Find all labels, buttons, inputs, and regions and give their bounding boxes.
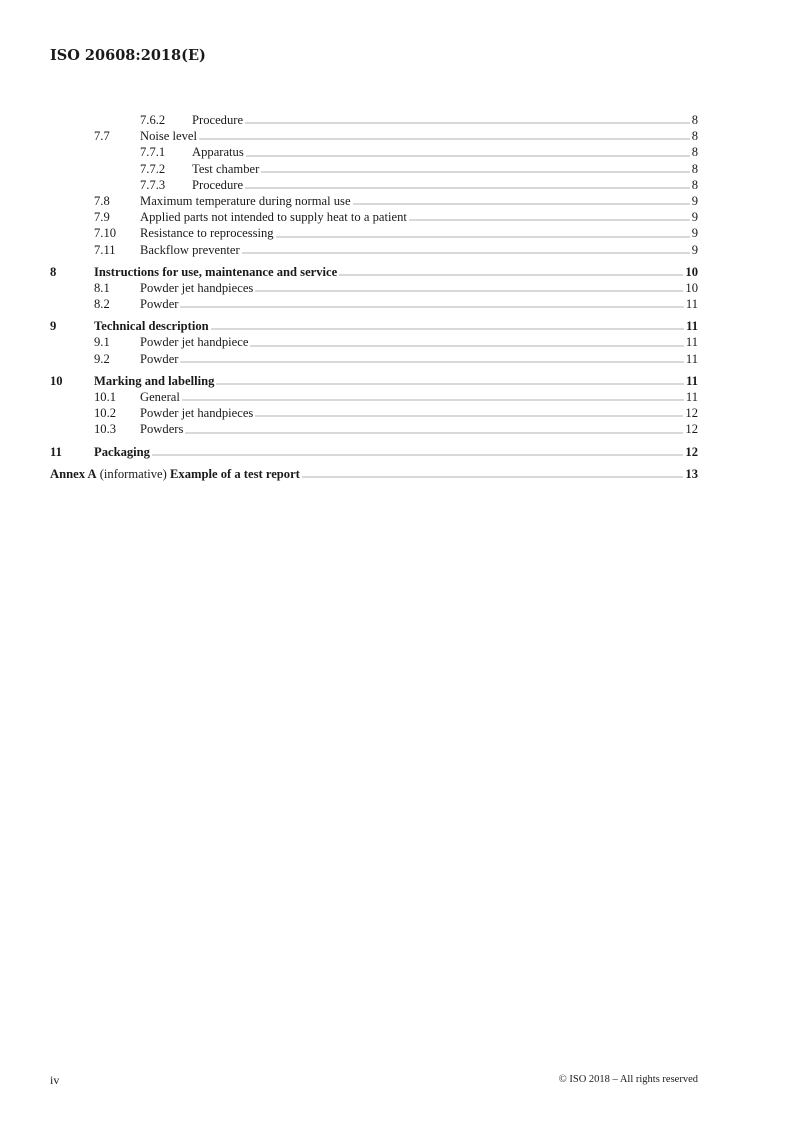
toc-entry[interactable] [50, 405, 698, 421]
toc-entry-number: 8.1 [94, 280, 110, 295]
toc-entry-title: Apparatus [192, 145, 244, 160]
toc-entry-page: 11 [685, 351, 698, 366]
toc-entry[interactable] [50, 161, 698, 177]
dot-leader [180, 361, 683, 363]
toc-entry-title: Backflow preventer [140, 242, 240, 257]
dot-leader [409, 219, 690, 221]
toc-entry-title: Noise level [140, 129, 198, 144]
toc-clause-page: 10 [685, 264, 698, 279]
toc-entry[interactable] [50, 242, 698, 258]
toc-annex-heading [50, 466, 300, 482]
toc-entry-title: Powder [140, 351, 179, 366]
dot-leader [211, 328, 684, 330]
table-of-contents [50, 112, 698, 482]
toc-entry-page: 8 [691, 113, 698, 127]
toc-entry-number: 7.7 [94, 129, 110, 144]
toc-entry-number: 7.8 [94, 193, 110, 208]
toc-entry-page: 11 [685, 390, 698, 404]
toc-entry-title: General [140, 390, 180, 404]
dot-leader [246, 155, 690, 157]
toc-entry[interactable] [50, 112, 698, 128]
toc-entry-number: 9.1 [94, 335, 110, 350]
toc-entry[interactable] [50, 351, 698, 367]
dot-leader [250, 345, 683, 347]
document-id: ISO 20608:2018(E) [50, 47, 206, 64]
toc-clause[interactable] [50, 318, 698, 334]
annex-label: Annex A [50, 466, 97, 481]
toc-entry-page: 12 [685, 422, 698, 437]
toc-clause-page: 11 [686, 319, 698, 334]
toc-entry[interactable] [50, 209, 698, 225]
dot-leader [242, 252, 690, 254]
toc-entry[interactable] [50, 225, 698, 241]
toc-clause[interactable] [50, 373, 698, 389]
toc-entry[interactable] [50, 177, 698, 193]
toc-entry[interactable] [50, 296, 698, 312]
toc-clause-title: Technical description [94, 319, 209, 334]
toc-clause-page: 11 [686, 373, 698, 388]
annex-title: Example of a test report [170, 466, 300, 481]
dot-leader [302, 476, 684, 478]
toc-entry-page: 8 [691, 177, 698, 192]
toc-entry[interactable] [50, 144, 698, 160]
toc-entry[interactable] [50, 280, 698, 296]
toc-entry-number: 9.2 [94, 351, 110, 366]
toc-clause-number: 9 [50, 319, 57, 334]
toc-entry[interactable] [50, 421, 698, 437]
toc-entry[interactable] [50, 193, 698, 209]
toc-entry-number: 7.6.2 [140, 113, 166, 127]
dot-leader [199, 138, 690, 140]
toc-entry-page: 12 [685, 406, 698, 421]
toc-entry-number: 7.7.3 [140, 177, 166, 192]
dot-leader [276, 236, 690, 238]
dot-leader [353, 203, 690, 205]
dot-leader [261, 171, 689, 173]
toc-entry-number: 7.11 [94, 242, 116, 257]
toc-entry-title: Powder jet handpieces [140, 406, 254, 421]
dot-leader [182, 399, 684, 401]
toc-clause[interactable] [50, 444, 698, 460]
annex-type: (informative) [99, 466, 167, 481]
toc-entry-title: Test chamber [192, 161, 260, 176]
toc-clause-number: 11 [50, 444, 62, 459]
dot-leader [255, 290, 683, 292]
toc-clause-number: 10 [50, 373, 63, 388]
page-number: iv [50, 1073, 60, 1087]
toc-entry-number: 10.1 [94, 390, 117, 404]
dot-leader [152, 454, 683, 456]
dot-leader [339, 274, 683, 276]
toc-entry-number: 7.7.1 [140, 145, 166, 160]
toc-entry-title: Applied parts not intended to supply heat to a patient [140, 210, 407, 225]
toc-entry-page: 9 [691, 242, 698, 257]
dot-leader [255, 415, 683, 417]
dot-leader [245, 122, 690, 124]
toc-entry-page: 11 [685, 297, 698, 312]
toc-entry-title: Powder jet handpieces [140, 280, 254, 295]
dot-leader [245, 187, 690, 189]
toc-clause[interactable] [50, 264, 698, 280]
dot-leader [185, 432, 683, 434]
toc-entry-number: 10.3 [94, 422, 117, 437]
toc-clause-title: Instructions for use, maintenance and service [94, 264, 338, 279]
toc-annex[interactable] [50, 466, 698, 482]
toc-entry-page: 10 [685, 280, 698, 295]
toc-clause-page: 12 [685, 444, 698, 459]
toc-annex-page: 13 [685, 466, 698, 481]
toc-entry-number: 10.2 [94, 406, 117, 421]
toc-clause-number: 8 [50, 264, 57, 279]
toc-entry-page: 8 [691, 129, 698, 144]
toc-entry-page: 8 [691, 145, 698, 160]
toc-clause-title: Packaging [94, 444, 150, 459]
toc-entry[interactable] [50, 128, 698, 144]
toc-entry-title: Powders [140, 422, 184, 437]
toc-entry-page: 9 [691, 193, 698, 208]
toc-entry-number: 8.2 [94, 297, 110, 312]
toc-entry[interactable] [50, 389, 698, 405]
toc-entry-page: 9 [691, 226, 698, 241]
toc-entry[interactable] [50, 334, 698, 350]
dot-leader [216, 383, 684, 385]
dot-leader [180, 306, 683, 308]
copyright-notice: © ISO 2018 – All rights reserved [558, 1074, 698, 1085]
toc-entry-number: 7.10 [94, 226, 117, 241]
toc-entry-title: Procedure [192, 113, 244, 127]
toc-entry-page: 9 [691, 210, 698, 225]
toc-entry-number: 7.7.2 [140, 161, 166, 176]
toc-entry-title: Resistance to reprocessing [140, 226, 274, 241]
toc-entry-page: 11 [685, 335, 698, 350]
toc-entry-title: Procedure [192, 177, 244, 192]
toc-clause-title: Marking and labelling [94, 373, 215, 388]
toc-entry-page: 8 [691, 161, 698, 176]
toc-entry-title: Powder jet handpiece [140, 335, 249, 350]
toc-entry-title: Powder [140, 297, 179, 312]
toc-entry-title: Maximum temperature during normal use [140, 193, 351, 208]
toc-entry-number: 7.9 [94, 210, 110, 225]
